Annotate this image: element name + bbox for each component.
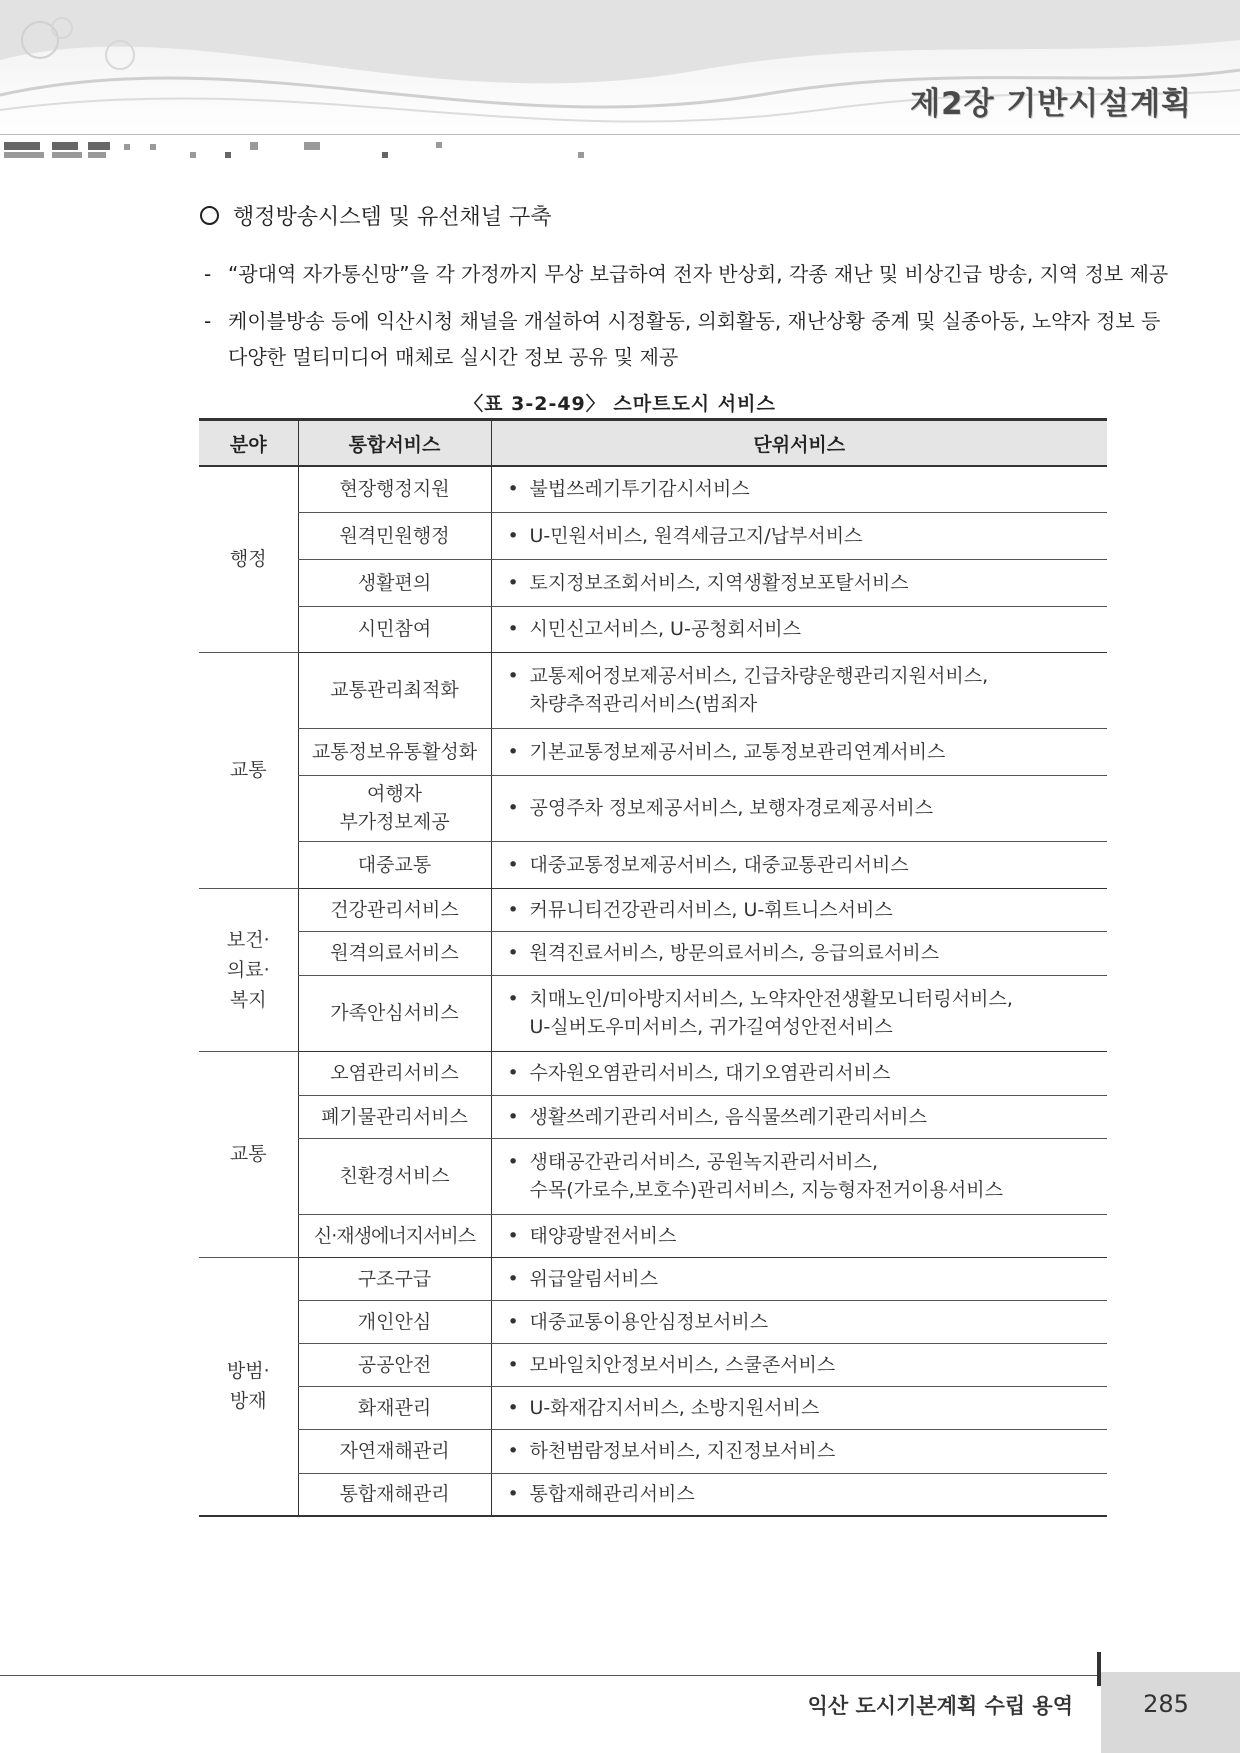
integrated-service: 가족안심서비스 [298,975,491,1051]
integrated-service: 화재관리 [298,1386,491,1429]
unit-service: • 공영주차 정보제공서비스, 보행자경로제공서비스 [491,775,1107,841]
unit-service: • 통합재해관리서비스 [491,1473,1107,1516]
integrated-service: 현장행정지원 [298,466,491,512]
integrated-service: 교통관리최적화 [298,652,491,728]
table-row [199,606,1107,652]
table-row [199,652,1107,728]
integrated-service: 구조구급 [298,1257,491,1300]
chapter-title: 제2장 기반시설계획 [910,86,1192,122]
unit-service: • 교통제어정보제공서비스, 긴급차량운행관리지원서비스, 차량추적관리서비스(범죄자 [491,652,1107,728]
table-row [199,512,1107,559]
integrated-service: 자연재해관리 [298,1429,491,1473]
intro-line-2-continued: 다양한 멀티미디어 매체로 실시간 정보 공유 및 제공 [228,345,679,369]
unit-service: • 대중교통이용안심정보서비스 [491,1300,1107,1343]
integrated-service: 건강관리서비스 [298,888,491,931]
table-row [199,728,1107,775]
unit-service: • 대중교통정보제공서비스, 대중교통관리서비스 [491,841,1107,888]
table-row [199,1257,1107,1300]
table-row [199,559,1107,606]
table-row [199,1300,1107,1343]
unit-service: • 시민신고서비스, U-공청회서비스 [491,606,1107,652]
header-unit-service: 단위서비스 [491,420,1107,467]
table-row [199,466,1107,512]
integrated-service: 생활편의 [298,559,491,606]
integrated-service: 개인안심 [298,1300,491,1343]
unit-service: • 기본교통정보제공서비스, 교통정보관리연계서비스 [491,728,1107,775]
header-rule [0,134,1240,135]
unit-service: • U-민원서비스, 원격세금고지/납부서비스 [491,512,1107,559]
category-safety: 방범· 방재 [199,1257,298,1516]
integrated-service: 친환경서비스 [298,1138,491,1214]
integrated-service: 교통정보유통활성화 [298,728,491,775]
unit-service: • 생태공간관리서비스, 공원녹지관리서비스, 수목(가로수,보호수)관리서비스, 지능형자전거이용서비스 [491,1138,1107,1214]
footer-title: 익산 도시기본계획 수립 용역 [807,1694,1073,1718]
footer-marker-bar [1097,1652,1101,1686]
unit-service: • 수자원오염관리서비스, 대기오염관리서비스 [491,1051,1107,1095]
table-row [199,1429,1107,1473]
unit-service: • 생활쓰레기관리서비스, 음식물쓰레기관리서비스 [491,1095,1107,1138]
category-admin: 행정 [199,466,298,652]
integrated-service: 원격민원행정 [298,512,491,559]
table-row [199,841,1107,888]
table-row [199,1386,1107,1429]
footer-rule [0,1675,1240,1676]
intro-line-1: - “광대역 자가통신망”을 각 가정까지 무상 보급하여 전자 반상회, 각종 재난 및 비상긴급 방송, 지역 정보 제공 [204,262,1169,286]
unit-service: • 위급알림서비스 [491,1257,1107,1300]
integrated-service: 신·재생에너지서비스 [298,1214,491,1257]
circle-bullet-icon [200,206,219,225]
section-heading-text: 행정방송시스템 및 유선채널 구축 [233,205,552,230]
intro-line-2: - 케이블방송 등에 익산시청 채널을 개설하여 시정활동, 의회활동, 재난상황 중계 및 실종아동, 노약자 정보 등 [204,309,1161,333]
table-row [199,775,1107,841]
table-row [199,931,1107,975]
unit-service: • 토지정보조회서비스, 지역생활정보포탈서비스 [491,559,1107,606]
unit-service: • 원격진료서비스, 방문의료서비스, 응급의료서비스 [491,931,1107,975]
integrated-service: 대중교통 [298,841,491,888]
table-header-row [199,420,1107,467]
category-environment: 교통 [199,1051,298,1257]
integrated-service: 여행자 부가정보제공 [298,775,491,841]
header-dot-pattern [0,140,700,162]
section-heading [200,200,552,231]
integrated-service: 오염관리서비스 [298,1051,491,1095]
unit-service: • 태양광발전서비스 [491,1214,1107,1257]
integrated-service: 원격의료서비스 [298,931,491,975]
table-row [199,1051,1107,1095]
table-row [199,1343,1107,1386]
integrated-service: 폐기물관리서비스 [298,1095,491,1138]
unit-service: • 하천범람정보서비스, 지진정보서비스 [491,1429,1107,1473]
table-row [199,1473,1107,1516]
table-row [199,975,1107,1051]
category-traffic: 교통 [199,652,298,888]
unit-service: • 불법쓰레기투기감시서비스 [491,466,1107,512]
integrated-service: 시민참여 [298,606,491,652]
table-row [199,1138,1107,1214]
unit-service: • 커뮤니티건강관리서비스, U-휘트니스서비스 [491,888,1107,931]
smart-city-services-table [199,418,1107,1517]
page-header [0,0,1240,140]
integrated-service: 공공안전 [298,1343,491,1386]
integrated-service: 통합재해관리 [298,1473,491,1516]
header-integrated-service: 통합서비스 [298,420,491,467]
table-caption: 〈표 3-2-49〉 스마트도시 서비스 [464,393,776,415]
unit-service: • U-화재감지서비스, 소방지원서비스 [491,1386,1107,1429]
category-health: 보건· 의료· 복지 [199,888,298,1051]
unit-service: • 모바일치안정보서비스, 스쿨존서비스 [491,1343,1107,1386]
table-row [199,1095,1107,1138]
page-number: 285 [1143,1690,1189,1718]
table-row [199,888,1107,931]
unit-service: • 치매노인/미아방지서비스, 노약자안전생활모니터링서비스, U-실버도우미서비스, 귀가길여성안전서비스 [491,975,1107,1051]
header-field: 분야 [199,420,298,467]
table-row [199,1214,1107,1257]
